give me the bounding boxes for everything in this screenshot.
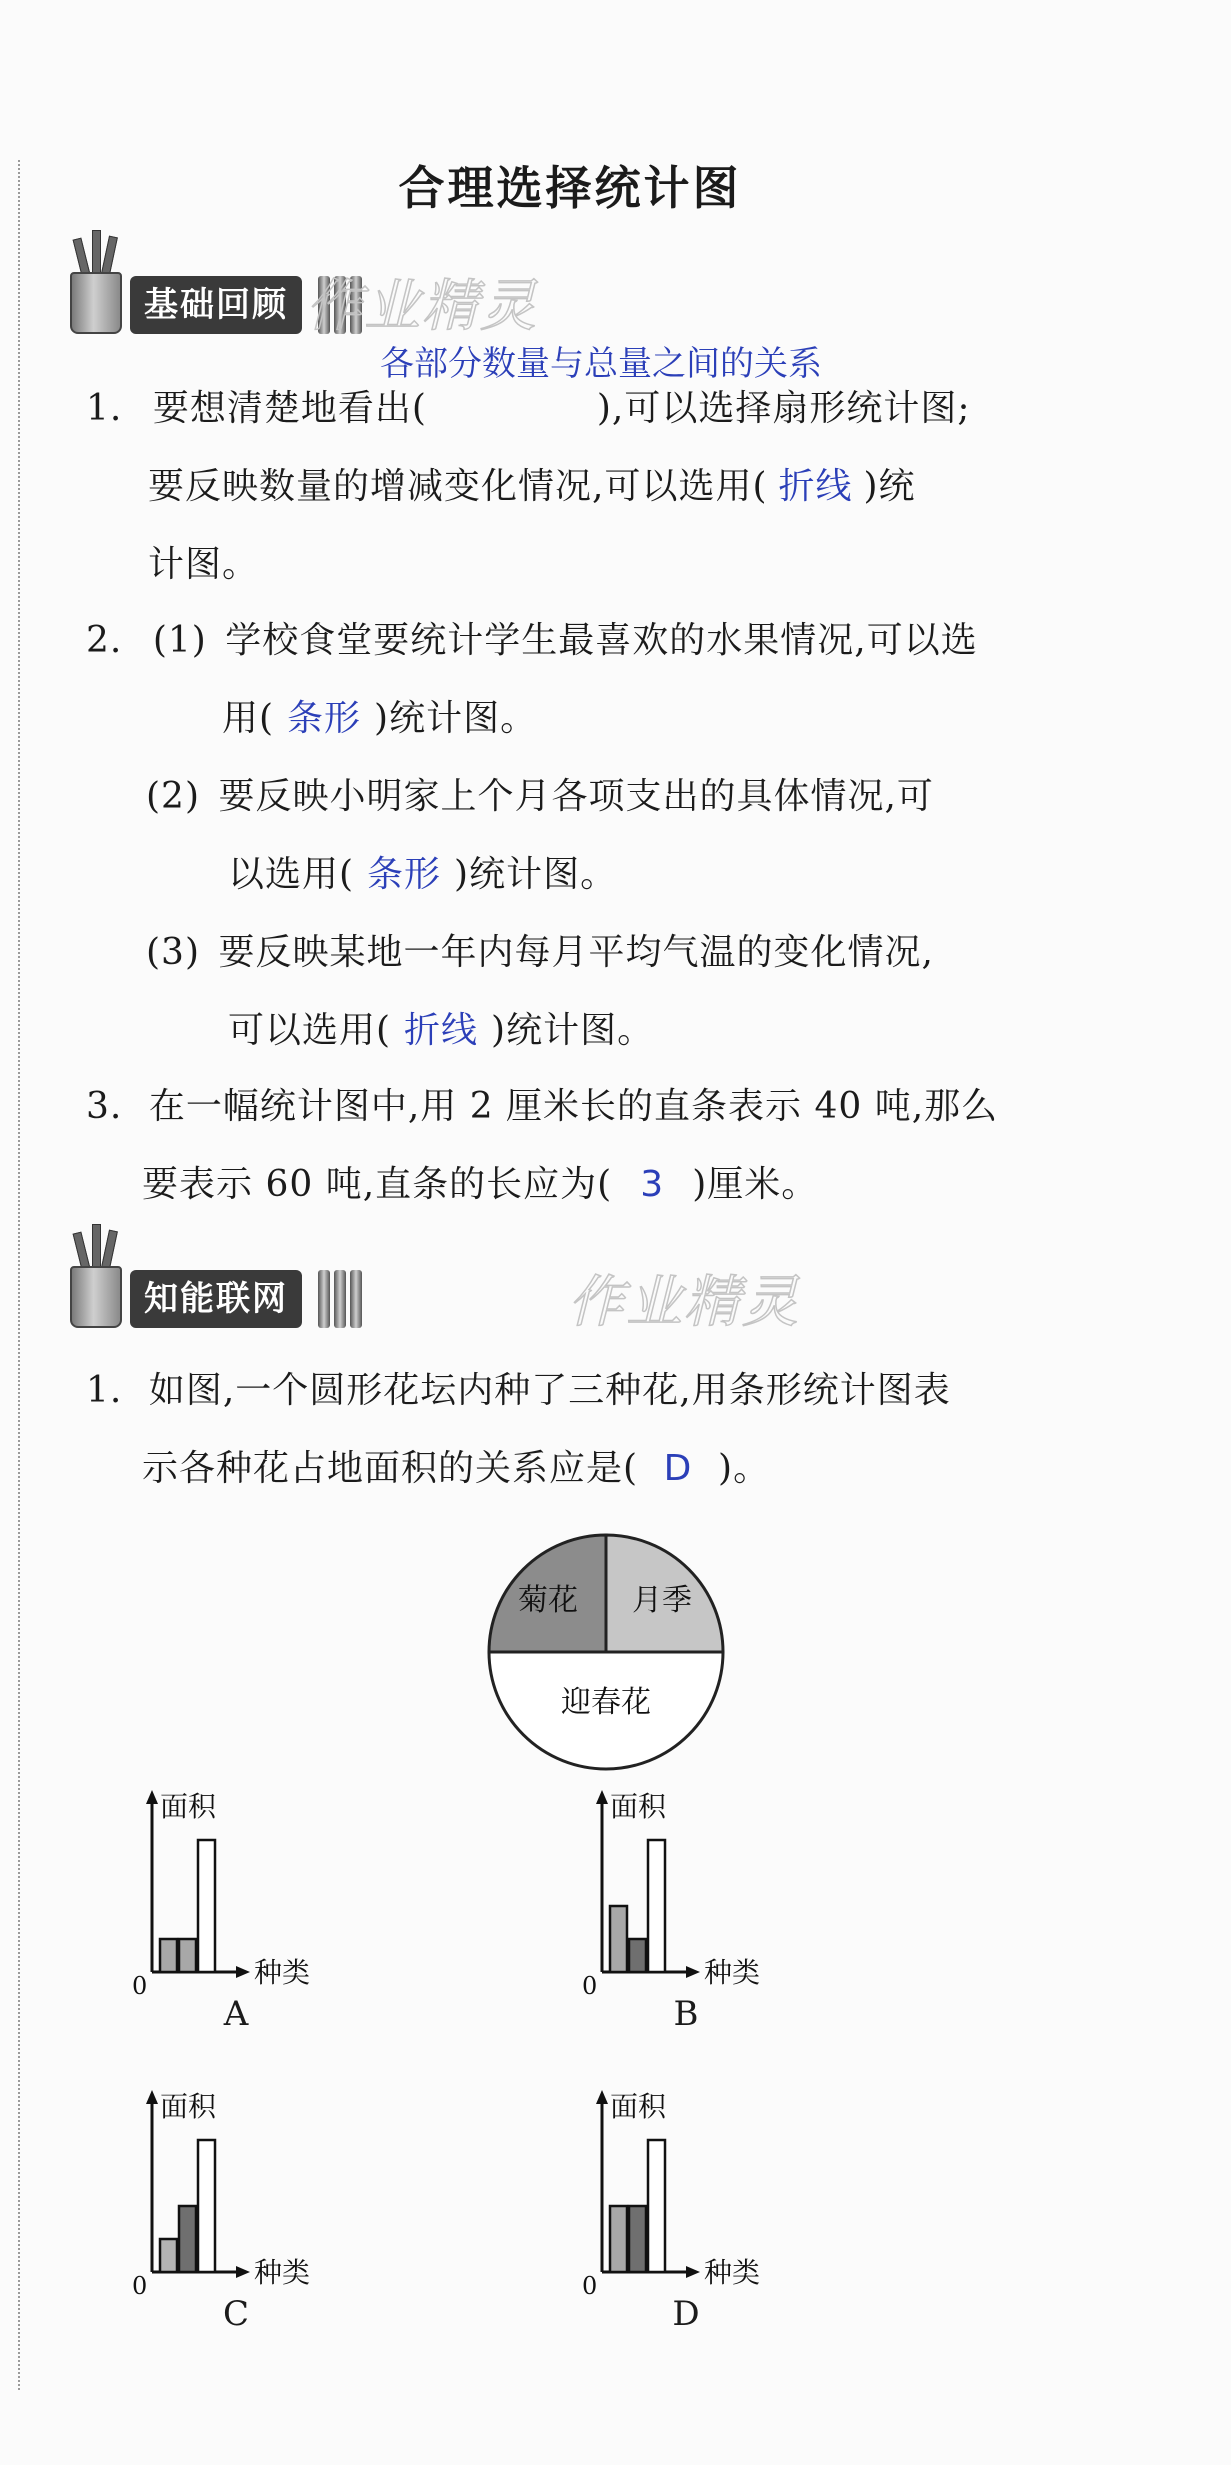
q3-number: 3. [86, 1086, 123, 1127]
section-label: 知能联网 [130, 1270, 302, 1328]
watermark: 作业精灵 [568, 1270, 800, 1335]
x-axis-label: 种类 [704, 2256, 761, 2289]
bar-2 [648, 1840, 665, 1972]
y-axis-arrow [596, 1790, 608, 1804]
bar-chart-svg [580, 2076, 880, 2316]
x-axis-arrow [686, 1966, 700, 1978]
q2-p3-number: (3) [146, 932, 200, 973]
x-axis-label: 种类 [704, 1956, 761, 1989]
k1-answer: D [663, 1448, 693, 1489]
q2-p1-text-c: )统计图。 [374, 698, 538, 739]
page-margin-line [18, 160, 20, 2390]
y-axis-label: 面积 [160, 1790, 217, 1823]
pie-label-jasmine: 迎春花 [561, 1685, 651, 1720]
q2-p2-answer: 条形 [367, 854, 442, 895]
x-axis-arrow [686, 2266, 700, 2278]
bar-0 [160, 1939, 177, 1972]
k1-text-c: )。 [718, 1448, 771, 1489]
bar-chart-svg [130, 1776, 430, 2016]
q3-answer: 3 [640, 1164, 665, 1205]
option-chart-d [580, 2076, 880, 2316]
option-chart-c [130, 2076, 430, 2316]
q2-line-5 [146, 924, 934, 975]
bar-2 [198, 1840, 215, 1972]
option-label-a: A [223, 1994, 249, 2034]
q1-line-1 [86, 380, 970, 431]
q2-line-3 [146, 768, 934, 819]
pie-label-chrysanthemum: 菊花 [518, 1583, 578, 1618]
q2-line-1 [86, 612, 978, 663]
watermark: 作业精灵 [306, 274, 538, 339]
q3-text-a: 在一幅统计图中,用 2 厘米长的直条表示 40 吨,那么 [148, 1086, 999, 1127]
q2-p3-text-c: )统计图。 [491, 1010, 655, 1051]
q3-text-c: )厘米。 [692, 1164, 819, 1205]
q1-line-2 [148, 458, 916, 509]
y-axis-arrow [146, 1790, 158, 1804]
bar-chart-svg [130, 2076, 430, 2316]
bar-2 [198, 2140, 215, 2272]
option-chart-a [130, 1776, 430, 2016]
bar-0 [610, 2206, 627, 2272]
y-axis-label: 面积 [610, 2090, 667, 2123]
q1-text-d: )统 [863, 466, 916, 507]
bar-1 [179, 2206, 196, 2272]
q2-p3-answer: 折线 [404, 1010, 479, 1051]
option-label-d: D [672, 2294, 700, 2334]
origin-label: 0 [132, 1972, 148, 2000]
q3-line-2 [142, 1156, 818, 1207]
x-axis-arrow [236, 1966, 250, 1978]
q1-answer-c: 折线 [778, 466, 853, 507]
q2-p1-number: (1) [152, 620, 207, 661]
y-axis-arrow [146, 2090, 158, 2104]
q2-p3-text-a: 要反映某地一年内每月平均气温的变化情况, [218, 932, 934, 973]
option-label-c: C [222, 2294, 249, 2334]
k1-line-2 [142, 1440, 770, 1491]
option-chart-b [580, 1776, 880, 2016]
x-axis-label: 种类 [254, 2256, 311, 2289]
option-label-b: B [673, 1994, 699, 2034]
x-axis-label: 种类 [254, 1956, 311, 1989]
q1-number: 1. [86, 388, 123, 429]
bar-0 [610, 1906, 627, 1972]
q1-text-a: 要想清楚地看出( [152, 388, 427, 429]
q1-line-3: 计图。 [148, 544, 260, 585]
q2-line-6 [228, 1002, 654, 1053]
pencil-cup-icon [66, 1240, 124, 1328]
q2-p3-text-b: 可以选用( [228, 1010, 392, 1051]
q2-p2-text-b: 以选用( [228, 854, 355, 895]
origin-label: 0 [582, 1972, 598, 2000]
k1-number: 1. [86, 1370, 123, 1411]
y-axis-arrow [596, 2090, 608, 2104]
section-label: 基础回顾 [130, 276, 302, 334]
bar-1 [629, 2206, 646, 2272]
k1-line-1 [86, 1362, 951, 1413]
bar-chart-svg [580, 1776, 880, 2016]
banner-stripes [318, 1270, 366, 1328]
bar-1 [629, 1939, 646, 1972]
k1-text-a: 如图,一个圆形花坛内种了三种花,用条形统计图表 [148, 1370, 951, 1411]
origin-label: 0 [132, 2272, 148, 2300]
q1-answer-a: 各部分数量与总量之间的关系 [380, 344, 822, 384]
q2-p2-text-c: )统计图。 [454, 854, 618, 895]
origin-label: 0 [582, 2272, 598, 2300]
q2-line-2 [222, 690, 537, 741]
k1-text-b: 示各种花占地面积的关系应是( [142, 1448, 639, 1489]
q3-line-1 [86, 1078, 998, 1129]
bar-1 [179, 1939, 196, 1972]
q2-p1-text-b: 用( [222, 698, 275, 739]
q1-text-b: ),可以选择扇形统计图; [596, 388, 971, 429]
pie-label-rose: 月季 [632, 1583, 692, 1618]
page-title: 合理选择统计图 [398, 161, 742, 215]
y-axis-label: 面积 [160, 2090, 217, 2123]
bar-0 [160, 2239, 177, 2272]
q2-line-4 [228, 846, 617, 897]
q3-text-b: 要表示 60 吨,直条的长应为( [142, 1164, 613, 1205]
pencil-cup-icon [66, 246, 124, 334]
q2-p1-text-a: 学校食堂要统计学生最喜欢的水果情况,可以选 [225, 620, 978, 661]
bar-2 [648, 2140, 665, 2272]
x-axis-arrow [236, 2266, 250, 2278]
q1-text-c: 要反映数量的增减变化情况,可以选用( [148, 466, 768, 507]
q2-p2-number: (2) [146, 776, 200, 817]
q2-number: 2. [86, 620, 123, 661]
section-banner-connect [66, 1222, 406, 1332]
y-axis-label: 面积 [610, 1790, 667, 1823]
q2-p2-text-a: 要反映小明家上个月各项支出的具体情况,可 [218, 776, 934, 817]
q2-p1-answer: 条形 [287, 698, 362, 739]
flowerbed-pie [486, 1532, 726, 1772]
